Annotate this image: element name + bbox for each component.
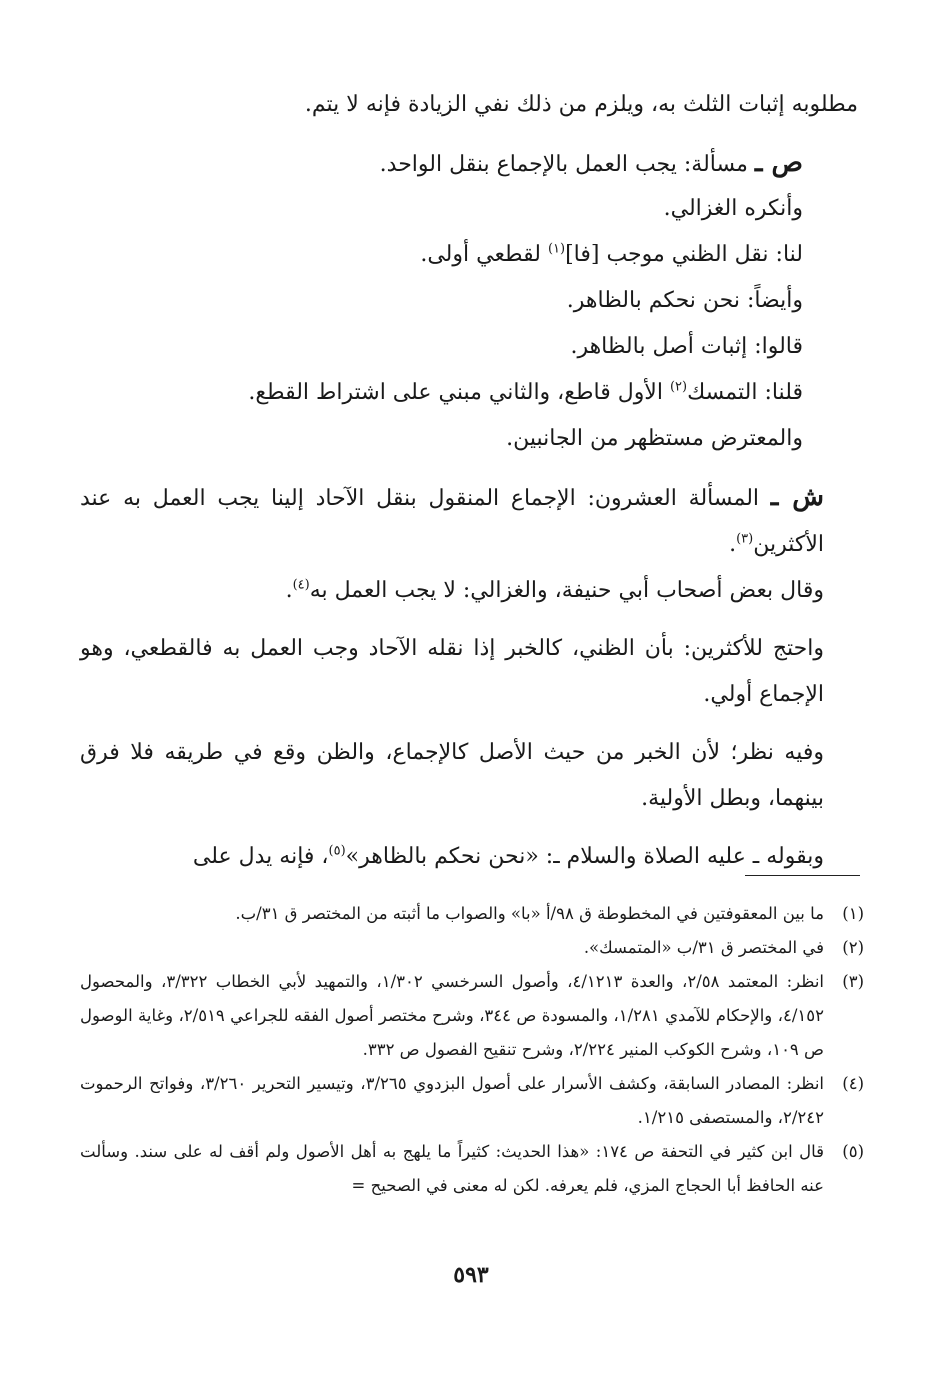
- footnote-text: في المختصر ق ٣١/ب «المتمسك».: [583, 938, 824, 957]
- line-text: قالوا: إثبات أصل بالظاهر.: [570, 334, 803, 359]
- paragraph-text: وبقوله ـ عليه الصلاة والسلام ـ: «نحن نحكم بالظاهر»: [345, 844, 824, 869]
- paragraph-text: واحتج للأكثرين: بأن الظني، كالخبر إذا نقله الآحاد وجب العمل به فالقطعي، وهو الإجماع أولي.: [80, 636, 824, 707]
- paragraph: [80, 730, 858, 822]
- text-line: [80, 186, 858, 232]
- footnote-number: (٣): [842, 972, 864, 991]
- footnote-number: (٥): [842, 1142, 864, 1161]
- footnote-text: انظر: المصادر السابقة، وكشف الأسرار على أصول البزدوي ٣/٢٦٥، وتيسير التحرير ٣/٢٦٠، وفواتح الرحموت ٢/٢٤٢، والمستصفى ١/٢١٥.: [80, 1074, 825, 1127]
- footnote-text: قال ابن كثير في التحفة ص ١٧٤: «هذا الحديث: كثيراً ما يلهج به أهل الأصول ولم أقف له على سند. وسألت عنه الحافظ أبا الحجاج المزي، فلم يعرفه. لكن له معنى في الصحيح =: [80, 1142, 824, 1195]
- text-line: [80, 416, 858, 462]
- issue-text: مسألة: يجب العمل بالإجماع بنقل الواحد.: [379, 152, 748, 177]
- footnote: [80, 1135, 864, 1203]
- text-line: [80, 278, 858, 324]
- footnote-divider: [745, 875, 860, 876]
- sad-marker: ص ـ: [754, 148, 803, 178]
- page-number: ٥٩٣: [453, 1262, 489, 1288]
- footnote: [80, 897, 864, 931]
- paragraph-text: ، فإنه يدل على: [192, 844, 329, 869]
- paragraph: [80, 626, 858, 718]
- footnotes: [80, 897, 864, 1203]
- line-text: الأول قاطع، والثاني مبني على اشتراط القطع.: [248, 380, 670, 405]
- paragraph-text: وفيه نظر؛ لأن الخبر من حيث الأصل كالإجماع، والظن وقع في طريقه فلا فرق بينهما، وبطل الأولية.: [80, 740, 824, 811]
- footnote-ref[interactable]: (٤): [292, 577, 310, 593]
- footnote-number: (١): [842, 904, 864, 923]
- commentary-paragraph: [80, 474, 858, 568]
- paragraph-text: .: [729, 532, 737, 557]
- footnote: [80, 931, 864, 965]
- paragraph-text: المسألة العشرون: الإجماع المنقول بنقل الآحاد إلينا يجب العمل به عند الأكثرين: [80, 486, 824, 557]
- footnote-ref[interactable]: (٣): [736, 531, 754, 547]
- line-text: وأيضاً: نحن نحكم بالظاهر.: [566, 288, 803, 313]
- footnote-ref[interactable]: (٢): [669, 379, 688, 395]
- footnote-number: (٢): [842, 938, 864, 957]
- footnote: [80, 1067, 864, 1135]
- line-text: والمعترض مستظهر من الجانبين.: [506, 426, 803, 451]
- paragraph: [80, 568, 858, 614]
- main-text: [80, 82, 858, 880]
- footnote-number: (٤): [842, 1074, 864, 1093]
- paragraph-text: وقال بعض أصحاب أبي حنيفة، والغزالي: لا يجب العمل به: [309, 578, 824, 603]
- shin-marker: ش ـ: [770, 482, 824, 512]
- line-text: مطلوبه إثبات الثلث به، ويلزم من ذلك نفي الزيادة فإنه لا يتم.: [304, 92, 858, 117]
- line-text: لنا: نقل الظني موجب [فا]: [565, 242, 803, 267]
- footnote-ref[interactable]: (٥): [328, 843, 346, 859]
- text-line: [80, 232, 858, 278]
- text-line: [80, 370, 858, 416]
- paragraph: [80, 834, 858, 880]
- issue-heading-sad: [80, 140, 858, 186]
- line-text: لقطعي أولى.: [420, 242, 548, 267]
- footnote-ref[interactable]: (١): [547, 241, 566, 257]
- line-text: قلنا: التمسك: [687, 380, 803, 405]
- footnote: [80, 965, 864, 1067]
- line-text: وأنكره الغزالي.: [663, 196, 803, 221]
- text-line: [80, 82, 858, 128]
- text-line: [80, 324, 858, 370]
- footnote-text: انظر: المعتمد ٢/٥٨، والعدة ٤/١٢١٣، وأصول السرخسي ١/٣٠٢، والتمهيد لأبي الخطاب ٣/٣٢٢، والمحصول ٤/١٥٢، والإحكام للآمدي ١/٢٨١، والمسودة ص ٣٤٤، وشرح مختصر أصول الفقه للجراعي ٢/٥١٩، وغاية الوصول ص ١٠٩، وشرح الكوكب المنير ٢/٢٢٤، وشرح تنقيح الفصول ص ٣٣٢.: [80, 972, 824, 1059]
- paragraph-text: .: [285, 578, 293, 603]
- footnote-text: ما بين المعقوفتين في المخطوطة ق ٩٨/أ «با» والصواب ما أثبته من المختصر ق ٣١/ب.: [235, 904, 824, 923]
